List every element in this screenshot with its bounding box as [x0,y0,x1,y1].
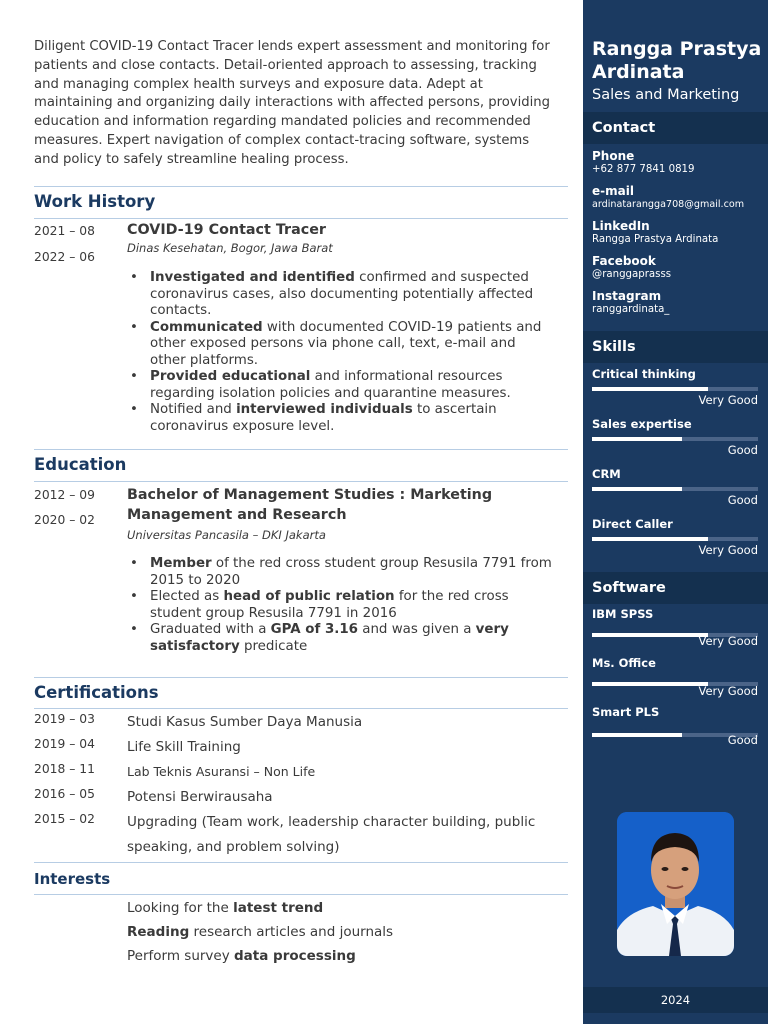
divider [34,708,568,709]
contact-value-facebook[interactable]: @ranggaprasss [592,269,672,280]
section-title-education: Education [34,455,127,474]
contact-label-email: e-mail [592,184,634,198]
profile-photo [617,812,734,956]
certification-date: 2016 – 05 [34,787,95,801]
section-title-certifications: Certifications [34,683,159,702]
skill-level: Very Good [698,543,758,557]
section-title-work-history: Work History [34,192,156,211]
list-item: • Graduated with a GPA of 3.16 and was given a very satisfactory predicate [127,622,555,655]
contact-value-instagram[interactable]: ranggardinata_ [592,304,670,315]
skill-item [592,367,758,413]
candidate-role: Sales and Marketing [592,87,740,103]
contact-value-email[interactable]: ardinatarangga708@gmail.com [592,199,745,210]
certification-name: Upgrading (Team work, leadership character building, public speaking, and problem solving) [127,814,536,855]
list-item: • Investigated and identified confirmed and suspected coronavirus cases, also documenting potentially affected contacts. [127,270,555,320]
certification-row [34,760,568,782]
education-bullet-list [127,556,555,655]
software-item [592,656,758,702]
divider [34,449,568,450]
skill-bar-fill [592,537,708,541]
software-bar-fill [592,633,708,637]
software-item [592,607,758,653]
software-level: Very Good [698,684,758,698]
software-bar-fill [592,682,708,686]
work-date-start: 2021 – 08 [34,224,95,238]
education-date-start: 2012 – 09 [34,488,95,502]
sidebar-heading-software: Software [583,572,768,604]
certification-name: Studi Kasus Sumber Daya Manusia [127,714,363,730]
certification-name: Lab Teknis Asuransi – Non Life [127,764,316,779]
skill-level: Good [727,493,758,507]
skill-bar-track [592,387,758,391]
sidebar-heading-skills: Skills [583,331,768,363]
contact-label-instagram: Instagram [592,289,662,303]
contact-label-phone: Phone [592,149,635,163]
list-item: • Elected as head of public relation for the red cross student group Resusila 7791 in 2016 [127,589,555,622]
certification-name: Life Skill Training [127,739,241,755]
skill-item [592,467,758,513]
list-item: • Notified and interviewed individuals to ascertain coronavirus exposure level. [127,402,555,435]
job-title: COVID-19 Contact Tracer [127,222,326,238]
divider [34,677,568,678]
interest-item: Perform survey data processing [127,948,356,964]
software-level: Good [727,733,758,747]
skill-bar-track [592,487,758,491]
software-item [592,705,758,751]
skill-bar-track [592,437,758,441]
divider [34,481,568,482]
certification-date: 2018 – 11 [34,762,95,776]
software-level: Very Good [698,634,758,648]
degree-title: Bachelor of Management Studies : Marketing Management and Research [127,487,493,523]
skill-item [592,517,758,563]
contact-value-phone[interactable]: +62 877 7841 0819 [592,164,695,175]
list-item: • Provided educational and informational resources regarding isolation policies and quarantine measures. [127,369,555,402]
divider [34,218,568,219]
skill-name: Direct Caller [592,517,673,531]
skill-level: Good [727,443,758,457]
interest-item: Reading research articles and journals [127,924,394,940]
certification-row [34,710,568,732]
certification-date: 2019 – 03 [34,712,95,726]
list-item: • Communicated with documented COVID-19 patients and other exposed persons via phone call, text, e-mail and other platforms. [127,320,555,370]
skill-name: CRM [592,467,621,481]
skill-bar-fill [592,387,708,391]
skill-bar-track [592,537,758,541]
education-date-end: 2020 – 02 [34,513,95,527]
divider [34,894,568,895]
skill-item [592,417,758,463]
sidebar-heading-contact: Contact [583,112,768,144]
contact-value-linkedin[interactable]: Rangga Prastya Ardinata [592,234,719,245]
candidate-name: Rangga Prastya Ardinata [592,38,762,83]
certification-row [34,810,568,858]
divider [34,862,568,863]
skill-name: Sales expertise [592,417,692,431]
software-name: Smart PLS [592,705,660,719]
interest-item: Looking for the latest trend [127,900,324,916]
footer-year: 2024 [660,993,691,1007]
footer-band [583,987,768,1013]
contact-label-facebook: Facebook [592,254,656,268]
certification-row [34,735,568,757]
certification-date: 2019 – 04 [34,737,95,751]
work-date-end: 2022 – 06 [34,250,95,264]
section-title-interests: Interests [34,870,111,888]
software-name: IBM SPSS [592,607,654,621]
work-bullet-list [127,270,555,435]
person-portrait-icon [617,812,734,956]
professional-summary: Diligent COVID-19 Contact Tracer lends expert assessment and monitoring for patients and close contacts. Detail-oriented approach to assessing, tracking and managing complex health surveys and exposure data. Adept at maintaining and organizing daily interactions with affected persons, providing education and information regarding mandated policies and recommended measures. Expert navigation of complex contact-tracing software, systems and policy to safely streamline healing process. [34,39,551,167]
school-name: Universitas Pancasila – DKI Jakarta [127,528,326,542]
certification-row [34,785,568,807]
company-name: Dinas Kesehatan, Bogor, Jawa Barat [127,241,333,255]
skill-name: Critical thinking [592,367,696,381]
software-bar-fill [592,733,682,737]
contact-label-linkedin: LinkedIn [592,219,650,233]
certification-name: Potensi Berwirausaha [127,789,273,805]
skill-bar-fill [592,437,682,441]
skill-level: Very Good [698,393,758,407]
divider [34,186,568,187]
skill-bar-fill [592,487,682,491]
list-item: • Member of the red cross student group Resusila 7791 from 2015 to 2020 [127,556,555,589]
software-name: Ms. Office [592,656,656,670]
certification-date: 2015 – 02 [34,812,95,826]
